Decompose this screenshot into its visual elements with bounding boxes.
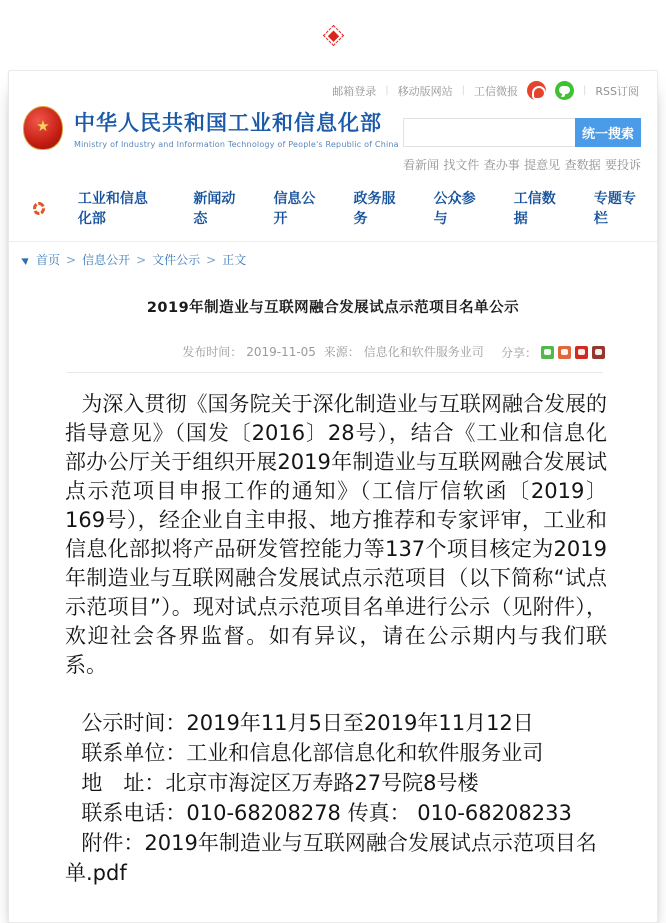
- quick-link-suggest[interactable]: 提意见: [524, 158, 561, 172]
- search-input[interactable]: [403, 118, 575, 147]
- weibo-icon[interactable]: [527, 81, 546, 100]
- contact-block: [65, 708, 607, 888]
- breadcrumb-arrow-icon: [21, 255, 31, 265]
- nav-item-gov-services[interactable]: 政务服务: [353, 191, 396, 227]
- share-bar: [501, 344, 605, 361]
- site-header: [9, 71, 657, 242]
- search-row: [403, 118, 641, 147]
- quick-link-complaint[interactable]: 要投诉: [604, 158, 641, 172]
- quick-link-news[interactable]: 看新闻: [403, 158, 440, 172]
- breadcrumb-file-notice[interactable]: 文件公示: [152, 253, 201, 267]
- nav-item-data[interactable]: 工信数据: [513, 191, 556, 227]
- separator: |: [461, 85, 466, 96]
- publish-time-label: 发布时间：: [182, 345, 243, 359]
- share-label: 分享：: [500, 346, 537, 360]
- decorative-diamond-core: [327, 29, 338, 40]
- search-quick-links: [403, 156, 641, 173]
- qq-share-icon[interactable]: [592, 346, 605, 359]
- top-strip: [0, 0, 666, 70]
- article-paragraph: 为深入贯彻《国务院关于深化制造业与互联网融合发展的指导意见》（国发〔2016〕28号），结合《工业和信息化部办公厅关于组织开展2019年制造业与互联网融合发展试点示范项目申报工作的通知》（工信厅信软函〔2019〕169号），经企业自主申报、地方推荐和专家评审，工业和信息化部拟将产品研发管控能力等137个项目核定为2019年制造业与互联网融合发展试点示范项目（以下简称“试点示范项目”）。现对试点示范项目名单进行公示（见附件），欢迎社会各界监督。如有异议，请在公示期内与我们联系。: [65, 392, 607, 677]
- attachment-link[interactable]: 附件：2019年制造业与互联网融合发展试点示范项目名单.pdf: [65, 831, 597, 885]
- article-title: 2019年制造业与互联网融合发展试点示范项目名单公示: [146, 300, 520, 316]
- breadcrumb-separator: >: [206, 252, 217, 267]
- nav-item-participation[interactable]: 公众参与: [433, 191, 476, 227]
- breadcrumb-home[interactable]: 首页: [36, 253, 61, 267]
- public-notice-period: 公示时间：2019年11月5日至2019年11月12日: [81, 711, 534, 735]
- source-value: 信息化和软件服务业司: [363, 345, 484, 359]
- gongxin-weibo-link[interactable]: 工信微报: [474, 84, 519, 98]
- meta-divider: [67, 372, 603, 373]
- contact-phone-fax: 联系电话：010-68208278 传真： 010-68208233: [81, 801, 572, 825]
- site-subtitle: Ministry of Industry and Information Technology of People's Republic of China: [74, 140, 399, 149]
- nav-item-ministry[interactable]: 工业和信息化部: [77, 191, 148, 227]
- nav-item-news[interactable]: 新闻动态: [193, 191, 236, 227]
- breadcrumb-separator: >: [136, 252, 147, 267]
- breadcrumb-info-disclosure[interactable]: 信息公开: [82, 253, 131, 267]
- quick-link-services[interactable]: 查办事: [483, 158, 520, 172]
- wechat-share-icon[interactable]: [541, 346, 554, 359]
- decorative-diamond-icon: [322, 24, 343, 45]
- weibo-share-icon[interactable]: [558, 346, 571, 359]
- contact-unit: 联系单位：工业和信息化部信息化和软件服务业司: [81, 741, 544, 765]
- gear-icon: [33, 202, 45, 215]
- national-emblem-icon: [23, 106, 63, 150]
- article: [9, 296, 657, 888]
- utility-bar: [23, 81, 641, 100]
- article-meta: [9, 343, 657, 360]
- breadcrumb-separator: >: [66, 252, 77, 267]
- qzone-share-icon[interactable]: [575, 346, 588, 359]
- mail-login-link[interactable]: 邮箱登录: [332, 84, 377, 98]
- separator: |: [583, 85, 587, 96]
- main-nav: [23, 188, 641, 241]
- logo-text: [74, 107, 399, 149]
- search-area: [403, 118, 641, 173]
- quick-link-files[interactable]: 找文件: [443, 158, 480, 172]
- mobile-site-link[interactable]: 移动版网站: [397, 84, 453, 98]
- search-button[interactable]: 统一搜索: [575, 118, 641, 147]
- contact-address: 地 址：北京市海淀区万寿路27号院8号楼: [81, 771, 479, 795]
- breadcrumb-current: 正文: [222, 253, 247, 267]
- nav-item-special-topics[interactable]: 专题专栏: [593, 191, 636, 227]
- rss-link[interactable]: RSS订阅: [595, 84, 639, 98]
- source-label: 来源：: [323, 345, 360, 359]
- site-title: 中华人民共和国工业和信息化部: [74, 111, 382, 135]
- separator: |: [385, 85, 389, 96]
- publish-date: 2019-11-05: [246, 345, 316, 359]
- ministry-logo[interactable]: [23, 106, 399, 150]
- quick-link-data[interactable]: 查数据: [564, 158, 601, 172]
- wechat-icon[interactable]: [555, 81, 574, 100]
- header-main: [23, 102, 641, 173]
- breadcrumb: [9, 242, 657, 276]
- star-icon: ★: [36, 117, 50, 135]
- content-card: [8, 70, 658, 923]
- nav-item-info-disclosure[interactable]: 信息公开: [273, 191, 316, 227]
